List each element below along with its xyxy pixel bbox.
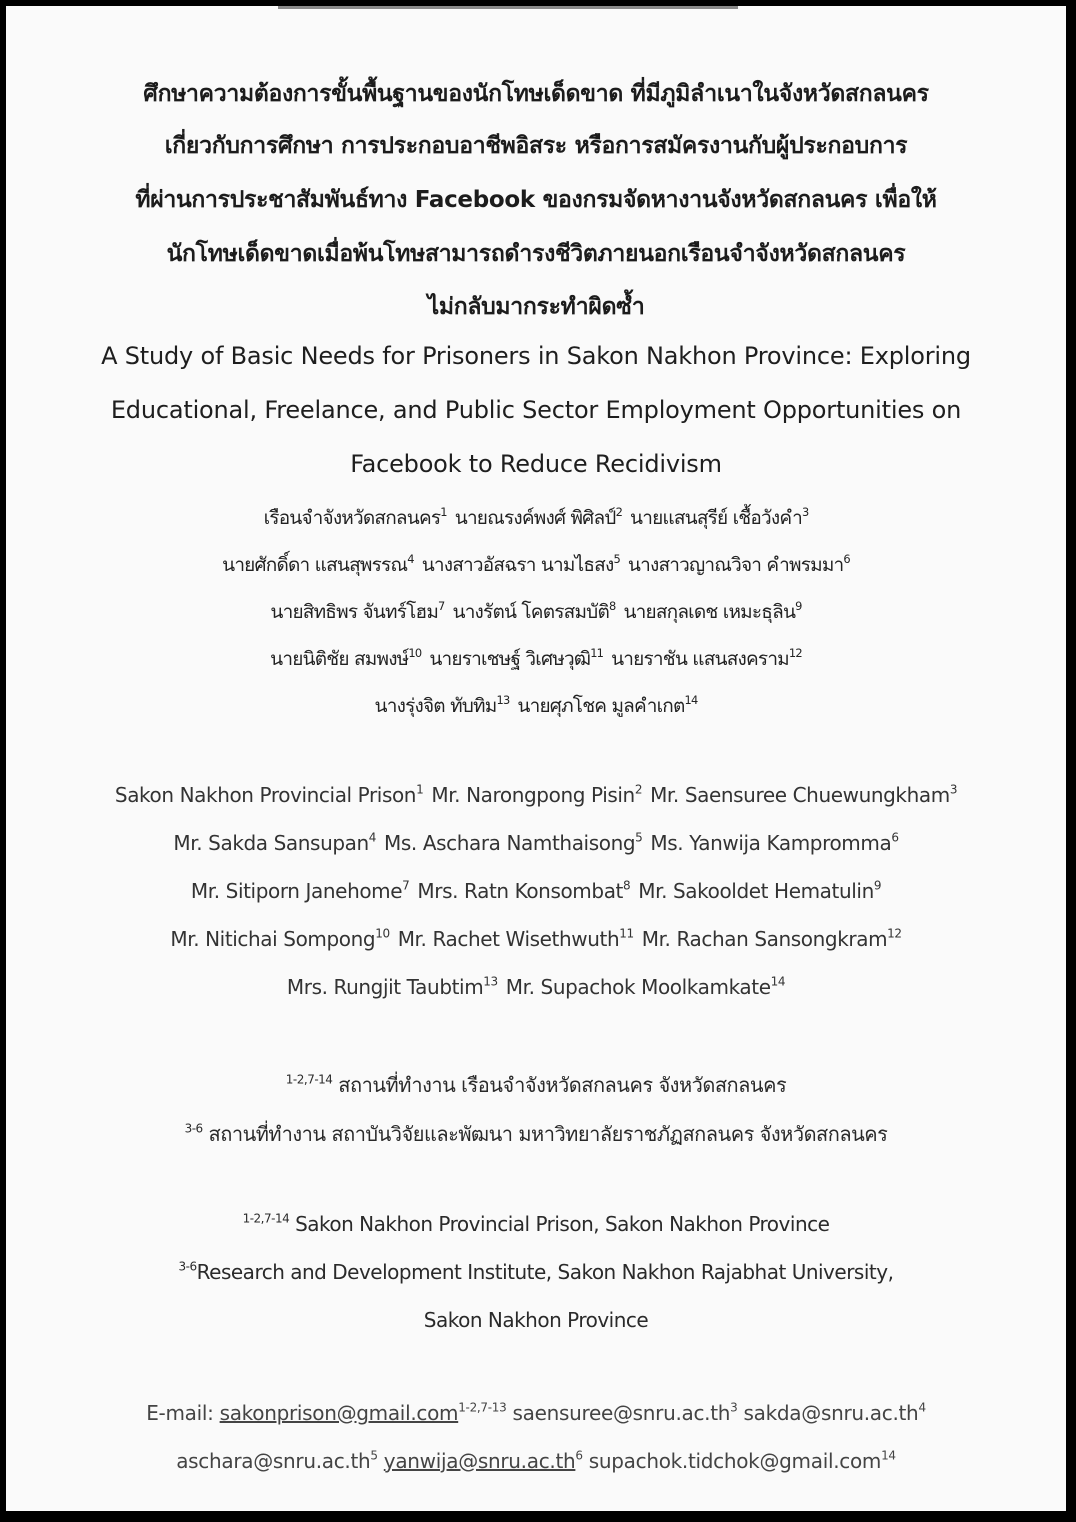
affiliation-line bbox=[6, 1118, 1066, 1150]
email-link[interactable]: aschara@snru.ac.th bbox=[176, 1449, 371, 1473]
author-name: นายณรงค์พงศ์ พิศิลป์ bbox=[454, 507, 616, 529]
affiliation-text: Sakon Nakhon Provincial Prison, Sakon Nakhon Province bbox=[295, 1212, 830, 1236]
author-affiliation-marker: 12 bbox=[788, 646, 802, 661]
author-affiliation-marker: 9 bbox=[873, 878, 882, 893]
author-line bbox=[6, 927, 1066, 951]
author-line bbox=[6, 783, 1066, 807]
author-name: นายสิทธิพร จันทร์โฮม bbox=[270, 601, 439, 623]
author-affiliation-marker: 7 bbox=[438, 599, 445, 614]
email-link[interactable]: saensuree@snru.ac.th bbox=[512, 1401, 731, 1425]
affiliation-text: สถานที่ทำงาน เรือนจำจังหวัดสกลนคร จังหวัดสกลนคร bbox=[338, 1073, 787, 1097]
affiliation-text: Research and Development Institute, Sakon Nakhon Rajabhat University, bbox=[196, 1260, 894, 1284]
author-line bbox=[6, 879, 1066, 903]
author-line bbox=[6, 503, 1066, 533]
author-name: Mr. Rachet Wisethwuth bbox=[397, 927, 620, 951]
thai-title-line: ที่ผ่านการประชาสัมพันธ์ทาง Facebook ของกรมจัดหางานจังหวัดสกลนคร เพื่อให้ bbox=[135, 187, 937, 213]
author-name: นางรุ่งจิต ทับทิม bbox=[374, 695, 497, 717]
author-name: นายสกุลเดช เหมะธุลิน bbox=[623, 601, 796, 623]
author-affiliation-marker: 9 bbox=[795, 599, 802, 614]
email-link[interactable]: sakda@snru.ac.th bbox=[743, 1401, 919, 1425]
author-affiliation-marker: 11 bbox=[590, 646, 604, 661]
author-affiliation-marker: 5 bbox=[635, 830, 643, 845]
author-name: Mrs. Rungjit Taubtim bbox=[286, 975, 484, 999]
author-name: Mr. Sakooldet Hematulin bbox=[638, 879, 874, 903]
email-label: E-mail: bbox=[146, 1401, 214, 1425]
author-affiliation-marker: 1 bbox=[416, 782, 424, 797]
author-affiliation-marker: 6 bbox=[891, 830, 899, 845]
author-affiliation-marker: 3 bbox=[801, 505, 809, 520]
author-name: นายราเชษฐ์ วิเศษวุฒิ bbox=[429, 648, 591, 670]
author-name: Mr. Sakda Sansupan bbox=[173, 831, 369, 855]
thai-title-line: เกี่ยวกับการศึกษา การประกอบอาชีพอิสระ หรือการสมัครงานกับผู้ประกอบการ bbox=[164, 133, 908, 159]
affiliation-line bbox=[6, 1308, 1066, 1332]
affiliation-line bbox=[6, 1069, 1066, 1101]
author-name: Mr. Supachok Moolkamkate bbox=[505, 975, 771, 999]
author-affiliation-marker: 8 bbox=[623, 878, 631, 893]
thai-title-line: นักโทษเด็ดขาดเมื่อพ้นโทษสามารถดำรงชีวิตภายนอกเรือนจำจังหวัดสกลนคร bbox=[166, 241, 906, 267]
author-affiliation-marker: 3 bbox=[949, 782, 958, 797]
email-affiliation-marker: 14 bbox=[881, 1448, 896, 1463]
author-line bbox=[6, 975, 1066, 999]
author-line bbox=[6, 831, 1066, 855]
author-affiliation-marker: 4 bbox=[407, 552, 414, 567]
author-name: นางรัตน์ โคตรสมบัติ bbox=[452, 601, 609, 623]
affiliation-line bbox=[6, 1212, 1066, 1236]
email-affiliation-marker: 5 bbox=[370, 1448, 378, 1463]
author-affiliation-marker: 13 bbox=[496, 693, 510, 708]
author-name: นายราชัน แสนสงคราม bbox=[611, 648, 789, 670]
english-title-line: Educational, Freelance, and Public Sector Employment Opportunities on bbox=[110, 396, 962, 424]
author-name: นางสาวอัสฉรา นามไธสง bbox=[421, 554, 614, 576]
affiliation-marker: 1-2,7-14 bbox=[242, 1211, 290, 1226]
author-name: นายศักดิ์ดา แสนสุพรรณ bbox=[222, 554, 408, 576]
author-affiliation-marker: 10 bbox=[375, 926, 390, 941]
email-line bbox=[6, 1449, 1066, 1473]
author-name: Ms. Aschara Namthaisong bbox=[384, 831, 636, 855]
author-affiliation-marker: 11 bbox=[619, 926, 634, 941]
email-affiliation-marker: 1-2,7-13 bbox=[458, 1400, 507, 1415]
author-name: Mr. Sitiporn Janehome bbox=[190, 879, 403, 903]
scroll-indicator-bar bbox=[278, 6, 738, 9]
affiliation-marker: 3-6 bbox=[178, 1259, 197, 1274]
author-affiliation-marker: 2 bbox=[634, 782, 643, 797]
author-line bbox=[6, 550, 1066, 580]
author-affiliation-marker: 4 bbox=[368, 830, 377, 845]
affiliation-text: สถานที่ทำงาน สถาบันวิจัยและพัฒนา มหาวิทยาลัยราชภัฏสกลนคร จังหวัดสกลนคร bbox=[208, 1122, 888, 1146]
author-affiliation-marker: 1 bbox=[440, 505, 447, 520]
thai-title-line: ไม่กลับมากระทำผิดซ้ำ bbox=[427, 294, 645, 320]
author-name: นายแสนสุรีย์ เชื้อวังคำ bbox=[630, 507, 802, 529]
author-affiliation-marker: 12 bbox=[887, 926, 902, 941]
author-name: Mr. Rachan Sansongkram bbox=[641, 927, 888, 951]
affiliation-marker: 1-2,7-14 bbox=[285, 1072, 333, 1087]
author-affiliation-marker: 6 bbox=[843, 552, 850, 567]
author-affiliation-marker: 13 bbox=[483, 974, 498, 989]
author-line bbox=[6, 597, 1066, 627]
email-affiliation-marker: 3 bbox=[730, 1400, 738, 1415]
affiliation-text: Sakon Nakhon Province bbox=[423, 1308, 649, 1332]
author-name: Mr. Saensuree Chuewungkham bbox=[650, 783, 950, 807]
english-title-line: Facebook to Reduce Recidivism bbox=[350, 450, 722, 478]
author-name: นางสาวญาณวิจา คำพรมมา bbox=[627, 554, 844, 576]
author-affiliation-marker: 7 bbox=[402, 878, 410, 893]
author-affiliation-marker: 8 bbox=[609, 599, 616, 614]
author-name: นายศุภโชค มูลคำเกต bbox=[517, 695, 685, 717]
email-link[interactable]: yanwija@snru.ac.th bbox=[383, 1449, 576, 1473]
author-affiliation-marker: 14 bbox=[770, 974, 786, 989]
email-affiliation-marker: 4 bbox=[918, 1400, 926, 1415]
affiliation-line bbox=[6, 1260, 1066, 1284]
author-line bbox=[6, 644, 1066, 674]
author-name: เรือนจำจังหวัดสกลนคร bbox=[263, 507, 441, 529]
thai-title-line: ศึกษาความต้องการขั้นพื้นฐานของนักโทษเด็ดขาด ที่มีภูมิลำเนาในจังหวัดสกลนคร bbox=[143, 81, 929, 107]
author-name: Mr. Nitichai Sompong bbox=[170, 927, 376, 951]
author-name: Mr. Narongpong Pisin bbox=[431, 783, 635, 807]
author-name: Mrs. Ratn Konsombat bbox=[417, 879, 623, 903]
author-name: นายนิติชัย สมพงษ์ bbox=[270, 648, 409, 670]
author-affiliation-marker: 5 bbox=[613, 552, 620, 567]
author-name: Ms. Yanwija Kampromma bbox=[650, 831, 892, 855]
affiliation-marker: 3-6 bbox=[184, 1121, 203, 1136]
author-affiliation-marker: 10 bbox=[408, 646, 422, 661]
email-link[interactable]: supachok.tidchok@gmail.com bbox=[588, 1449, 882, 1473]
english-title-line: A Study of Basic Needs for Prisoners in Sakon Nakhon Province: Exploring bbox=[101, 342, 971, 370]
email-link[interactable]: sakonprison@gmail.com bbox=[219, 1401, 459, 1425]
author-line bbox=[6, 691, 1066, 721]
email-line bbox=[6, 1401, 1066, 1425]
author-affiliation-marker: 14 bbox=[684, 693, 698, 708]
author-name: Sakon Nakhon Provincial Prison bbox=[114, 783, 417, 807]
email-affiliation-marker: 6 bbox=[575, 1448, 583, 1463]
author-affiliation-marker: 2 bbox=[615, 505, 623, 520]
document-page bbox=[6, 6, 1066, 1511]
